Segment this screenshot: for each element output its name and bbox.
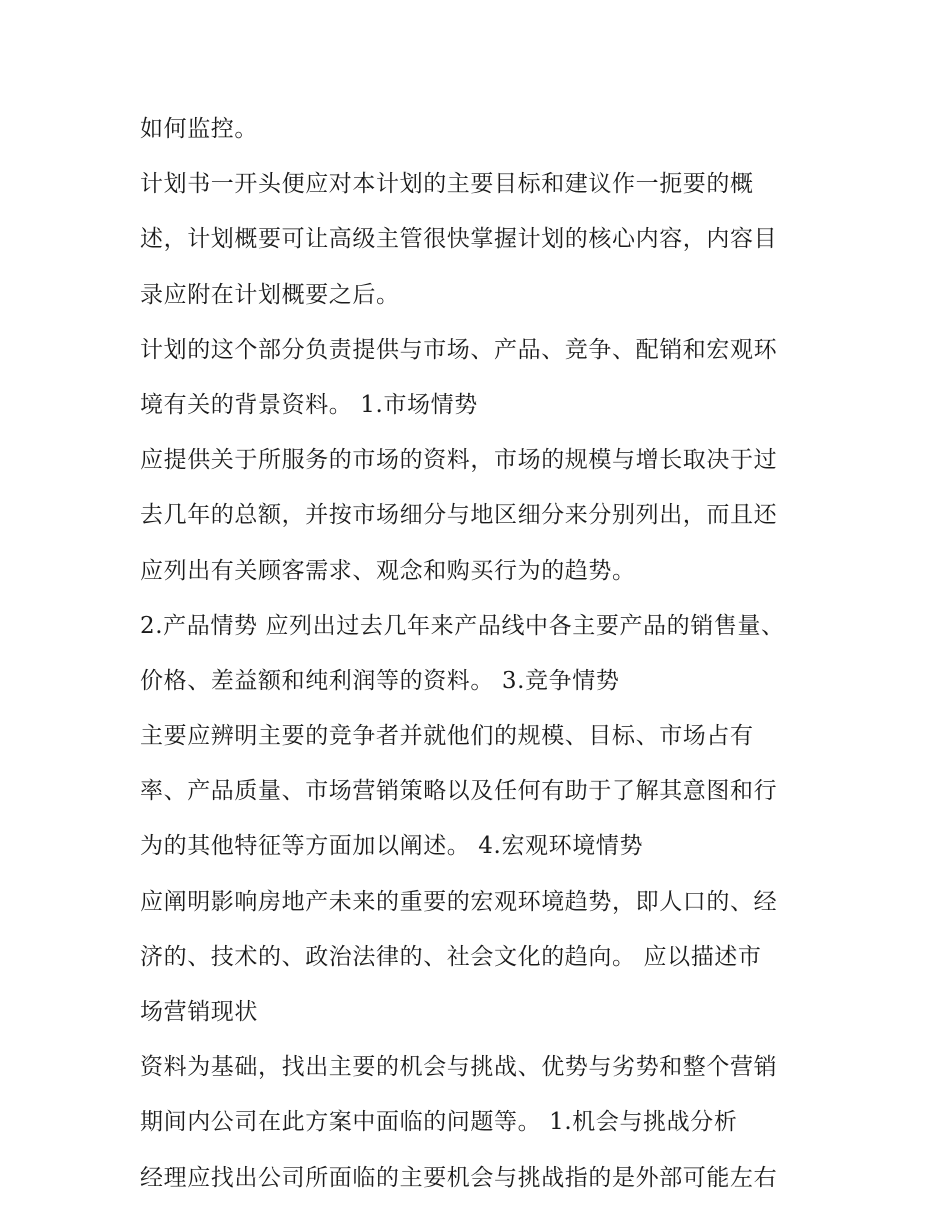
text-line: 应列出有关顾客需求、观念和购买行为的趋势。 (140, 557, 636, 584)
text-line: 境有关的背景资料。 1.市场情势 (140, 391, 478, 418)
text-line: 主要应辨明主要的竞争者并就他们的规模、目标、市场占有 (140, 723, 754, 750)
text-line: 应提供关于所服务的市场的资料，市场的规模与增长取决于过 (140, 447, 778, 474)
text-line: 经理应找出公司所面临的主要机会与挑战指的是外部可能左右 (140, 1164, 778, 1191)
text-line: 如何监控。 (140, 116, 258, 142)
document-body (140, 102, 830, 1206)
text-line: 期间内公司在此方案中面临的问题等。 1.机会与挑战分析 (140, 1109, 738, 1136)
text-line: 2.产品情势 应列出过去几年来产品线中各主要产品的销售量、 (140, 612, 785, 639)
text-line: 资料为基础，找出主要的机会与挑战、优势与劣势和整个营销 (140, 1054, 778, 1081)
text-line: 为的其他特征等方面加以阐述。 4.宏观环境情势 (140, 833, 644, 860)
text-line: 计划书一开头便应对本计划的主要目标和建议作一扼要的概 (140, 171, 754, 198)
text-line: 述，计划概要可让高级主管很快掌握计划的核心内容，内容目 (140, 226, 778, 253)
text-line: 价格、差益额和纯利润等的资料。 3.竞争情势 (140, 667, 620, 694)
text-line: 应阐明影响房地产未来的重要的宏观环境趋势，即人口的、经 (140, 888, 778, 915)
text-line: 率、产品质量、市场营销策略以及任何有助于了解其意图和行 (140, 778, 778, 805)
text-line: 场营销现状 (140, 999, 258, 1025)
text-line: 去几年的总额，并按市场细分与地区细分来分别列出，而且还 (140, 502, 778, 529)
text-line: 录应附在计划概要之后。 (140, 281, 400, 308)
text-line: 济的、技术的、政治法律的、社会文化的趋向。 应以描述市 (140, 943, 762, 970)
text-line: 计划的这个部分负责提供与市场、产品、竞争、配销和宏观环 (140, 336, 778, 363)
